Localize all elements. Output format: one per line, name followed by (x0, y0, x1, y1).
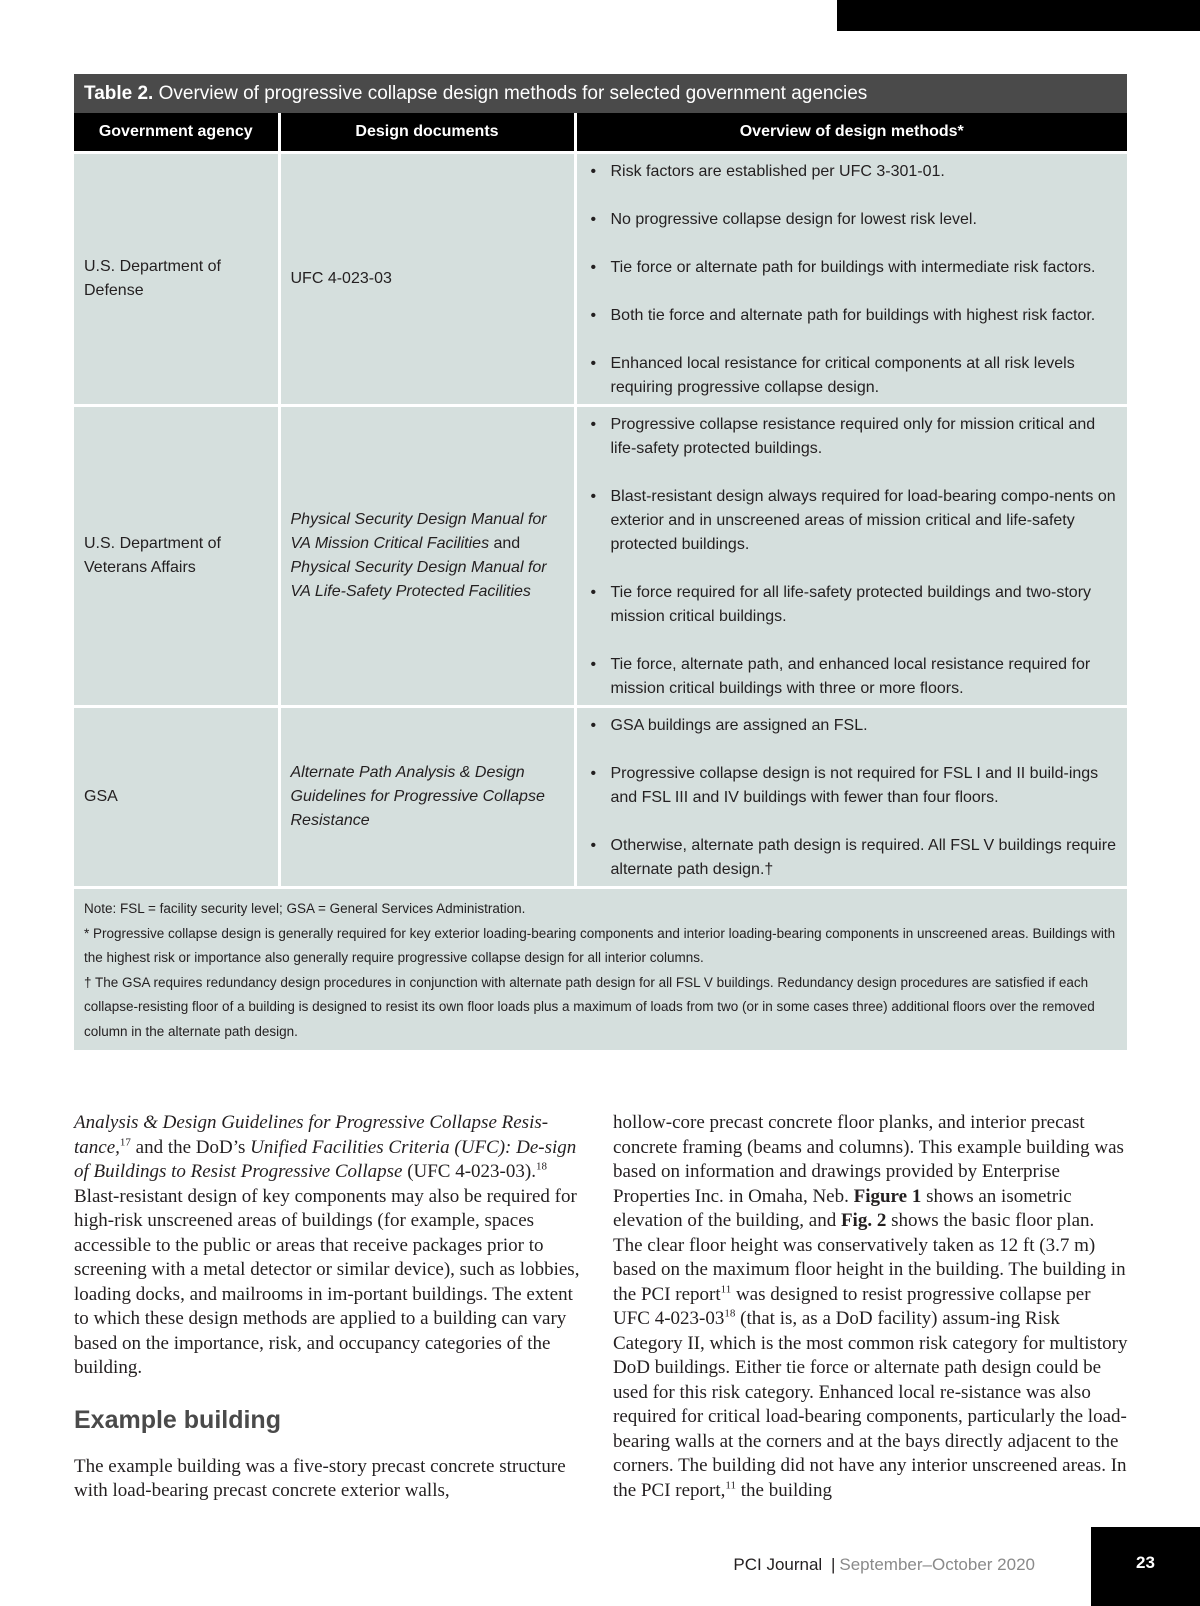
documents-cell: UFC 4-023-03 (279, 153, 575, 406)
table-caption-label: Table 2. (84, 83, 154, 104)
footer-separator: | (830, 1555, 836, 1574)
method-item: • Otherwise, alternate path design is required. All FSL V buildings require alternate path design.† (587, 834, 1118, 882)
method-item: • Progressive collapse design is not required for FSL I and II build-ings and FSL III and IV buildings with fewer than four floors. (587, 762, 1118, 810)
method-item: • Enhanced local resistance for critical components at all risk levels requiring progressive collapse design. (587, 352, 1118, 400)
header-overview-of-design-methods: Overview of design methods* (575, 113, 1127, 153)
method-item: • No progressive collapse design for lowest risk level. (587, 208, 1118, 232)
reference-superscript: 18 (535, 1160, 547, 1173)
method-item: • Both tie force and alternate path for buildings with highest risk factor. (587, 304, 1118, 328)
figure-reference: Figure 1 (853, 1185, 922, 1207)
body-paragraph (613, 1111, 1128, 1503)
body-text: shows an isometric elevation of the building, and (613, 1185, 1072, 1231)
header-black-bar (837, 0, 1200, 31)
table-notes (74, 886, 1127, 1050)
agency-cell: U.S. Department of Defense (74, 153, 279, 406)
page-number-box (1091, 1527, 1200, 1606)
table-caption (74, 74, 1127, 113)
document-title: Physical Security Design Manual for VA Mission Critical Facilities (290, 511, 547, 552)
reference-title: Unified Facilities Criteria (UFC): De-sign of Buildings to Resist Progressive Collapse (74, 1136, 577, 1182)
table-note: * Progressive collapse design is generally required for key exterior loading-bearing components and interior loading-bearing components in unscreened areas. Buildings with the highest risk or importance also generally require progressive collapse design for all interior columns. (84, 925, 1116, 965)
header-design-documents: Design documents (279, 113, 575, 153)
agency-cell: GSA (74, 707, 279, 887)
table-note: Note: FSL = facility security level; GSA = General Services Administration. (84, 901, 526, 916)
reference-superscript: 17 (119, 1136, 131, 1149)
documents-cell (279, 707, 575, 887)
method-item: • Tie force, alternate path, and enhanced local resistance required for mission critical buildings with three or more floors. (587, 653, 1118, 701)
body-text: (that is, as a DoD facility) assum-ing Risk Category II, which is the most common risk category for multistory DoD buildings. Either tie force or alternate path design could be used for this risk category. Enhanced local re-sistance was also required for critical load-bearing components, particularly the load-bearing walls at the corners and at the bays directly adjacent to the corners. The building did not have any interior unscreened areas. In the PCI report, (613, 1308, 1128, 1501)
document-title: Physical Security Design Manual for VA Life-Safety Protected Facilities (290, 559, 547, 600)
table-caption-text: Overview of progressive collapse design methods for selected government agencies (158, 83, 868, 104)
method-item: • GSA buildings are assigned an FSL. (587, 714, 1118, 738)
body-text: and the DoD’s (130, 1136, 251, 1158)
section-heading: Example building (74, 1405, 281, 1434)
table-grid (74, 113, 1127, 886)
body-text: hollow-core precast concrete floor planks, and interior precast concrete framing (beams and columns). This example building was based on information and drawings provided by Enterprise Properties Inc. in Omaha, Neb. (613, 1112, 1124, 1207)
method-item: • Risk factors are established per UFC 3-301-01. (587, 160, 1118, 184)
body-text: was designed to resist progressive collapse per UFC 4-023-03 (613, 1283, 1091, 1329)
page-footer (733, 1555, 1035, 1575)
issue-date: September–October 2020 (839, 1555, 1035, 1574)
reference-superscript: 18 (724, 1307, 736, 1320)
reference-superscript: 11 (725, 1479, 736, 1492)
body-column-right (613, 1111, 1128, 1503)
header-government-agency: Government agency (74, 113, 279, 153)
journal-name: PCI Journal (733, 1555, 823, 1574)
method-item: • Blast-resistant design always required for load-bearing compo-nents on exterior and in unscreened areas of mission critical and life-safety protected buildings. (587, 485, 1118, 557)
documents-cell (279, 406, 575, 707)
agency-cell: U.S. Department of Veterans Affairs (74, 406, 279, 707)
body-text: (UFC 4-023-03). (402, 1161, 536, 1182)
body-column-left (74, 1111, 590, 1504)
methods-cell (575, 707, 1127, 887)
body-text: the building (736, 1479, 833, 1501)
design-methods-table (74, 74, 1127, 1050)
table-note: † The GSA requires redundancy design procedures in conjunction with alternate path design for all FSL V buildings. Redundancy design procedures are satisfied if each collapse-resisting floor of a building is designed to resist its own floor loads plus a maximum of loads from two (or in some cases three) additional floors over the removed column in the alternate path design. (84, 974, 1095, 1039)
method-item: • Tie force required for all life-safety protected buildings and two-story mission critical buildings. (587, 581, 1118, 629)
reference-title: Analysis & Design Guidelines for Progressive Collapse Resis-tance, (74, 1112, 549, 1158)
method-item: • Tie force or alternate path for buildings with intermediate risk factors. (587, 256, 1118, 280)
methods-cell (575, 406, 1127, 707)
body-paragraph: The example building was a five-story precast concrete structure with load-bearing precast concrete exterior walls, (74, 1455, 566, 1501)
page-number: 23 (1136, 1553, 1155, 1572)
body-paragraph (74, 1111, 590, 1381)
table-row (74, 153, 1127, 406)
body-text: shows the basic floor plan. The clear floor height was conservatively taken as 12 ft (3.7 m) based on the maximum floor height in the building. The building in the PCI report (613, 1210, 1126, 1305)
document-conjunction: and (489, 535, 521, 552)
figure-reference: Fig. 2 (840, 1210, 887, 1231)
table-header-row (74, 113, 1127, 153)
method-item: • Progressive collapse resistance required only for mission critical and life-safety protected buildings. (587, 413, 1118, 461)
table-row (74, 707, 1127, 887)
methods-list (587, 413, 1118, 701)
table-row (74, 406, 1127, 707)
methods-list (587, 714, 1118, 882)
reference-superscript: 11 (720, 1283, 732, 1296)
body-text: Blast-resistant design of key components may also be required for high-risk unscreened areas of buildings (for example, spaces accessible to the public or areas that receive packages prior to screening with a metal detector or similar device), such as lobbies, loading docks, and mailrooms in im-portant buildings. The extent to which these design methods are applied to a building can vary based on the importance, risk, and occupancy categories of the building. (74, 1185, 580, 1378)
methods-cell (575, 153, 1127, 406)
methods-list (587, 160, 1118, 400)
document-title: Alternate Path Analysis & Design Guidelines for Progressive Collapse Resistance (290, 764, 545, 829)
